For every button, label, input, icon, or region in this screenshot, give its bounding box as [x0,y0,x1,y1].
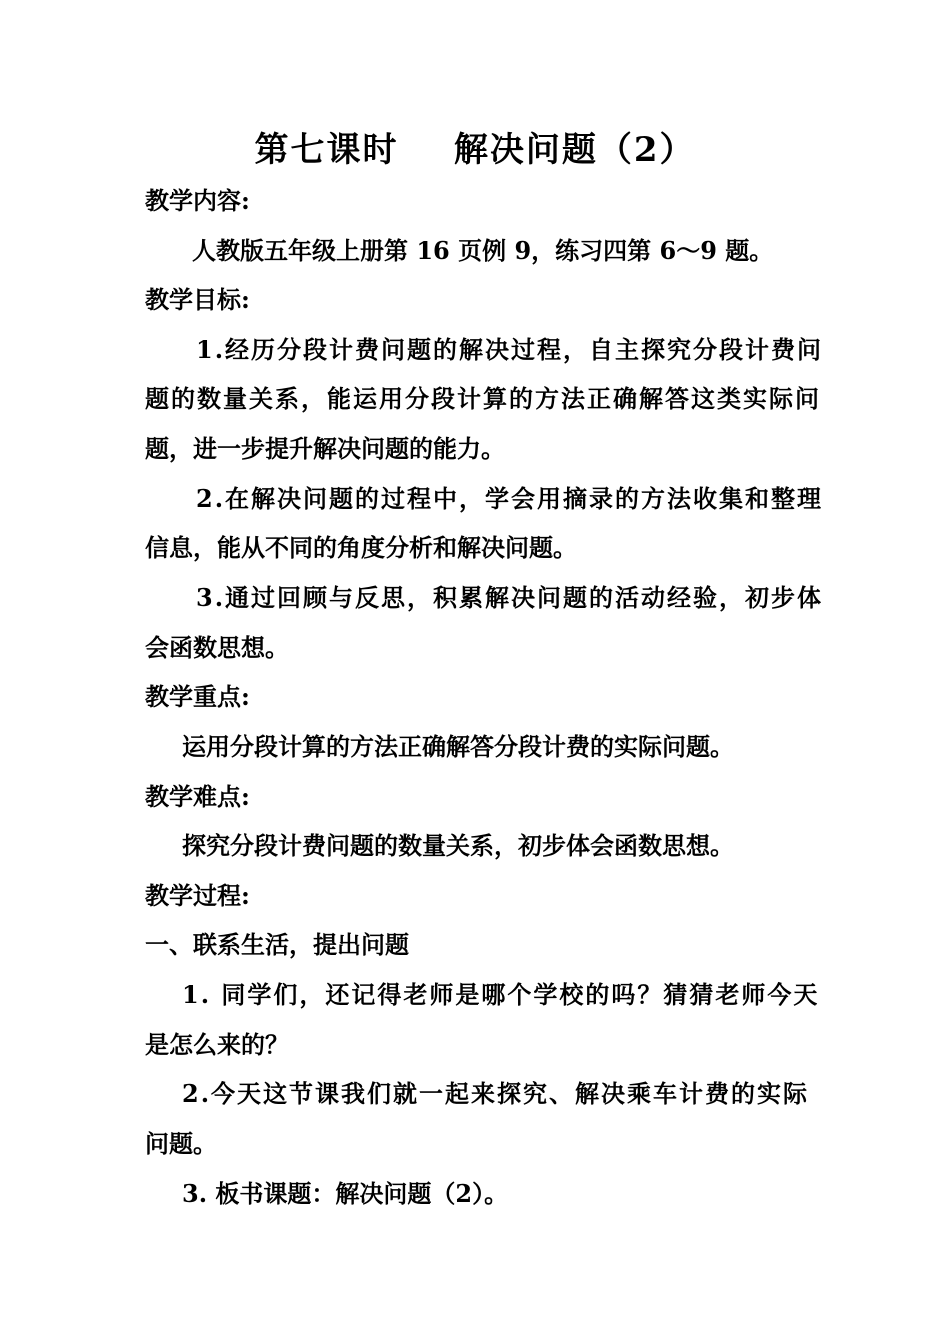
page-title: 第七课时 解决问题（2） [254,130,696,170]
goal-2-line-1: 2.在解决问题的过程中，学会用摘录的方法收集和整理 [196,484,824,513]
goal-3-line-1: 3.通过回顾与反思，积累解决问题的活动经验，初步体 [196,583,824,612]
goal-1-line-2: 题的数量关系，能运用分段计算的方法正确解答这类实际问 [145,384,821,413]
key-points-heading: 教学重点: [145,682,250,711]
teaching-content-text: 人教版五年级上册第 16 页例 9，练习四第 6～9 题。 [192,236,774,265]
teaching-goals-heading: 教学目标: [145,285,250,314]
step-2-line-2: 问题。 [145,1129,217,1158]
goal-1-line-1: 1.经历分段计费问题的解决过程，自主探究分段计费问 [196,335,824,364]
process-heading: 教学过程: [145,881,250,910]
part-1-heading: 一、联系生活，提出问题 [145,930,409,959]
goal-1-line-3: 题，进一步提升解决问题的能力。 [145,434,505,463]
step-2-line-1: 2.今天这节课我们就一起来探究、解决乘车计费的实际 [182,1079,810,1108]
step-1-line-1: 1. 同学们，还记得老师是哪个学校的吗？猜猜老师今天 [182,980,820,1009]
step-3: 3. 板书课题：解决问题（2）。 [182,1179,509,1208]
step-1-line-2: 是怎么来的？ [145,1030,289,1059]
difficulties-heading: 教学难点: [145,782,250,811]
key-points-text: 运用分段计算的方法正确解答分段计费的实际问题。 [182,732,734,761]
difficulties-text: 探究分段计费问题的数量关系，初步体会函数思想。 [182,831,734,860]
goal-2-line-2: 信息，能从不同的角度分析和解决问题。 [145,533,577,562]
goal-3-line-2: 会函数思想。 [145,633,289,662]
teaching-content-heading: 教学内容: [145,186,250,215]
